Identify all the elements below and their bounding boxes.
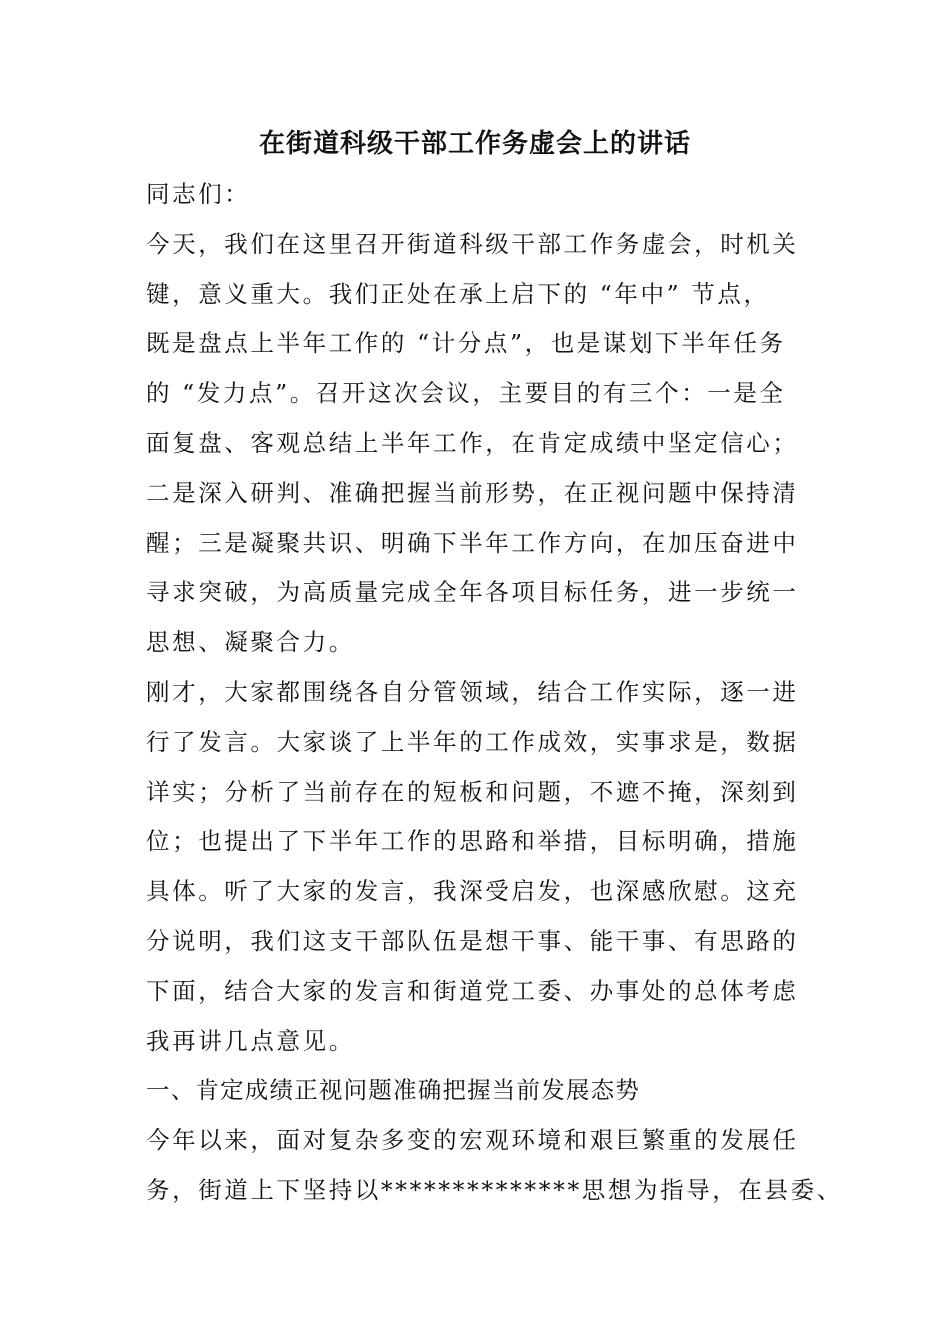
text-line: 既是盘点上半年工作的 “计分点”，也是谋划下半年任务 xyxy=(146,329,786,358)
text-line: 行了发言。大家谈了上半年的工作成效，实事求是，数据 xyxy=(146,727,799,756)
document-body xyxy=(146,170,843,1216)
text-line: 具体。听了大家的发言，我深受启发，也深感欣慰。这充 xyxy=(146,877,799,906)
text-line: 今天，我们在这里召开街道科级干部工作务虚会，时机关 xyxy=(146,229,799,258)
text-line: 今年以来，面对复杂多变的宏观环境和艰巨繁重的发展任 xyxy=(146,1126,799,1155)
text-line: 详实；分析了当前存在的短板和问题，不遮不掩，深刻到 xyxy=(146,777,799,806)
text-line: 二是深入研判、准确把握当前形势，在正视问题中保持清 xyxy=(146,478,799,507)
text-line: 思想、凝聚合力。 xyxy=(146,628,355,657)
section-heading: 一、肯定成绩正视问题准确把握当前发展态势 xyxy=(146,1076,640,1105)
text-line: 分说明，我们这支干部队伍是想干事、能干事、有思路的 xyxy=(146,926,799,955)
text-line: 位；也提出了下半年工作的思路和举措，目标明确，措施 xyxy=(146,827,799,856)
text-line: 下面，结合大家的发言和街道党工委、办事处的总体考虑 xyxy=(146,976,799,1005)
text-line: 务，街道上下坚持以**************思想为指导，在县委、 xyxy=(146,1175,843,1204)
text-line: 刚才，大家都围绕各自分管领域，结合工作实际，逐一进 xyxy=(146,677,799,706)
document-title: 在街道科级干部工作务虚会上的讲话 xyxy=(258,129,691,159)
text-line: 面复盘、客观总结上半年工作，在肯定成绩中坚定信心； xyxy=(146,428,799,457)
text-line: 键，意义重大。我们正处在承上启下的 “年中” 节点， xyxy=(146,279,770,308)
text-line: 我再讲几点意见。 xyxy=(146,1026,355,1055)
salutation: 同志们： xyxy=(146,180,251,208)
text-line: 的 “发力点”。召开这次会议，主要目的有三个：一是全 xyxy=(146,379,786,408)
text-line: 寻求突破，为高质量完成全年各项目标任务，进一步统一 xyxy=(146,578,799,607)
text-line: 醒；三是凝聚共识、明确下半年工作方向，在加压奋进中 xyxy=(146,528,799,557)
